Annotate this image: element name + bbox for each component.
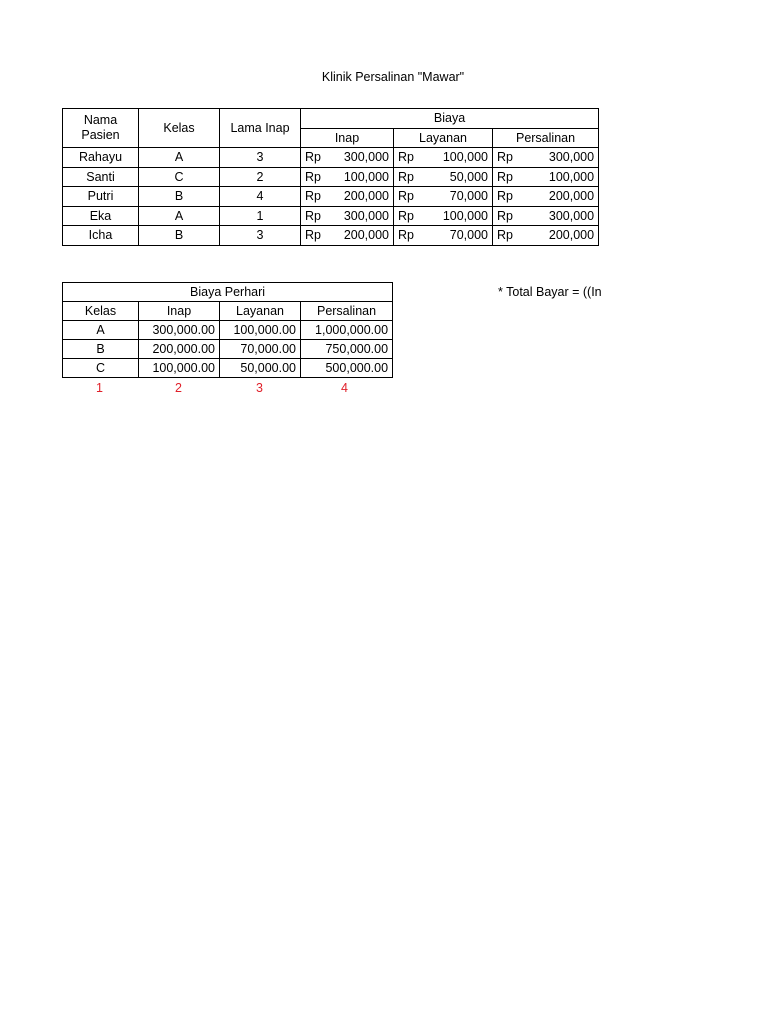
cell-inap: 300,000	[328, 206, 394, 226]
cell-currency: Rp	[301, 187, 328, 207]
cell-currency: Rp	[394, 148, 421, 168]
column-number-1: 1	[96, 381, 103, 395]
cell-layanan: 70,000	[421, 187, 493, 207]
header-lama-inap: Lama Inap	[220, 109, 301, 148]
cell-layanan: 70,000	[421, 226, 493, 246]
cell-currency: Rp	[493, 226, 520, 246]
cell-currency: Rp	[301, 167, 328, 187]
total-bayar-note: * Total Bayar = ((In	[498, 285, 602, 299]
rates-title: Biaya Perhari	[63, 283, 393, 302]
rate-cell-persalinan: 1,000,000.00	[301, 321, 393, 340]
table-row	[63, 167, 599, 187]
table-row	[63, 187, 599, 207]
table-row	[63, 206, 599, 226]
cell-currency: Rp	[493, 206, 520, 226]
rate-cell-kelas: C	[63, 359, 139, 378]
header-persalinan: Persalinan	[493, 128, 599, 148]
rate-cell-inap: 300,000.00	[139, 321, 220, 340]
patients-table	[62, 108, 599, 246]
cell-kelas: A	[139, 206, 220, 226]
cell-persalinan: 200,000	[520, 187, 599, 207]
cell-nama: Icha	[63, 226, 139, 246]
cell-currency: Rp	[301, 148, 328, 168]
rates-table	[62, 282, 393, 378]
rate-cell-layanan: 50,000.00	[220, 359, 301, 378]
cell-nama: Eka	[63, 206, 139, 226]
cell-layanan: 100,000	[421, 206, 493, 226]
cell-currency: Rp	[301, 226, 328, 246]
document-title: Klinik Persalinan "Mawar"	[321, 70, 465, 84]
rates-header-kelas: Kelas	[63, 302, 139, 321]
cell-persalinan: 100,000	[520, 167, 599, 187]
table-row	[63, 359, 393, 378]
cell-lama-inap: 3	[220, 148, 301, 168]
cell-kelas: A	[139, 148, 220, 168]
rate-cell-persalinan: 750,000.00	[301, 340, 393, 359]
cell-persalinan: 200,000	[520, 226, 599, 246]
column-number-2: 2	[175, 381, 182, 395]
table-row	[63, 148, 599, 168]
rate-cell-layanan: 100,000.00	[220, 321, 301, 340]
cell-kelas: B	[139, 226, 220, 246]
rates-header-persalinan: Persalinan	[301, 302, 393, 321]
cell-kelas: B	[139, 187, 220, 207]
rate-cell-layanan: 70,000.00	[220, 340, 301, 359]
rate-cell-inap: 200,000.00	[139, 340, 220, 359]
rate-cell-persalinan: 500,000.00	[301, 359, 393, 378]
cell-layanan: 100,000	[421, 148, 493, 168]
header-biaya: Biaya	[301, 109, 599, 129]
table-row	[63, 340, 393, 359]
cell-lama-inap: 2	[220, 167, 301, 187]
cell-currency: Rp	[301, 206, 328, 226]
cell-layanan: 50,000	[421, 167, 493, 187]
cell-persalinan: 300,000	[520, 148, 599, 168]
cell-lama-inap: 3	[220, 226, 301, 246]
cell-currency: Rp	[394, 206, 421, 226]
cell-currency: Rp	[394, 187, 421, 207]
header-inap: Inap	[301, 128, 394, 148]
rates-header-layanan: Layanan	[220, 302, 301, 321]
cell-nama: Santi	[63, 167, 139, 187]
rate-cell-inap: 100,000.00	[139, 359, 220, 378]
cell-lama-inap: 1	[220, 206, 301, 226]
cell-currency: Rp	[493, 148, 520, 168]
header-kelas: Kelas	[139, 109, 220, 148]
cell-currency: Rp	[493, 187, 520, 207]
rates-header-row	[63, 302, 393, 321]
cell-nama: Rahayu	[63, 148, 139, 168]
cell-inap: 200,000	[328, 187, 394, 207]
cell-persalinan: 300,000	[520, 206, 599, 226]
table-row	[63, 226, 599, 246]
cell-currency: Rp	[394, 167, 421, 187]
rate-cell-kelas: B	[63, 340, 139, 359]
rate-cell-kelas: A	[63, 321, 139, 340]
table-row	[63, 321, 393, 340]
cell-currency: Rp	[493, 167, 520, 187]
cell-inap: 200,000	[328, 226, 394, 246]
column-number-3: 3	[256, 381, 263, 395]
rates-header-inap: Inap	[139, 302, 220, 321]
cell-inap: 300,000	[328, 148, 394, 168]
cell-lama-inap: 4	[220, 187, 301, 207]
cell-currency: Rp	[394, 226, 421, 246]
header-layanan: Layanan	[394, 128, 493, 148]
header-row	[63, 109, 599, 129]
cell-nama: Putri	[63, 187, 139, 207]
header-nama-pasien: Nama Pasien	[63, 109, 139, 148]
cell-inap: 100,000	[328, 167, 394, 187]
column-number-4: 4	[341, 381, 348, 395]
cell-kelas: C	[139, 167, 220, 187]
